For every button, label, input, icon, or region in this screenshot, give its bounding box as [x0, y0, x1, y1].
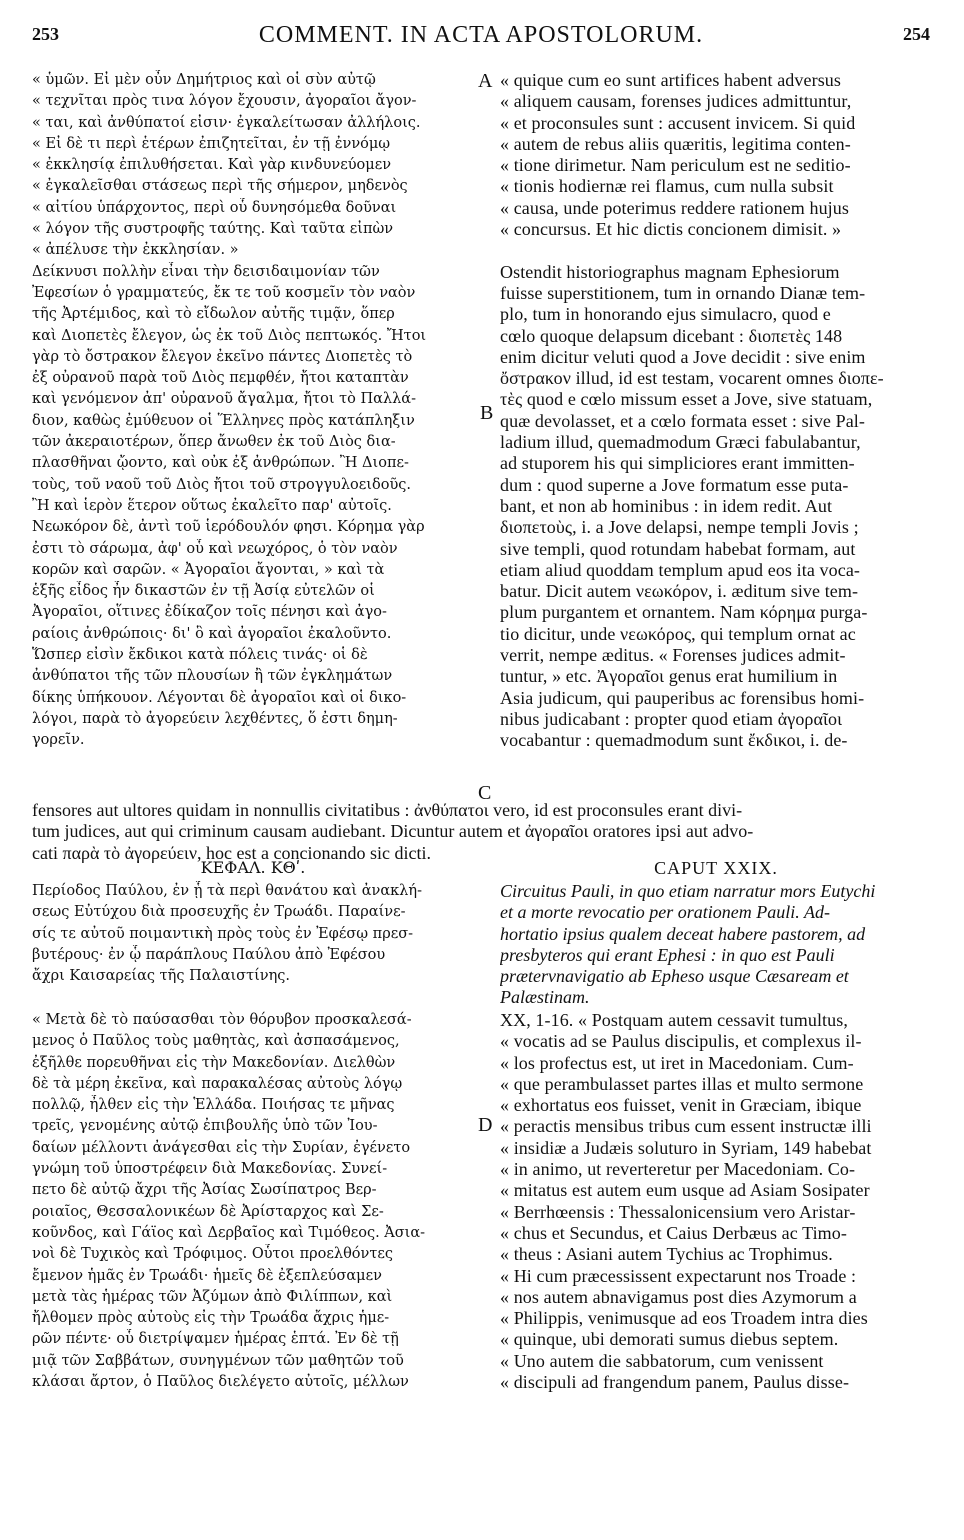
text-line: « aliquem causam, forenses judices admittuntur, — [500, 91, 852, 112]
section-marker-d: D — [478, 1114, 493, 1136]
text-line: τῆς Ἀρτέμιδος, καὶ τὸ εἴδωλον αὐτῆς τιμᾷν, ὅπερ — [32, 306, 395, 323]
text-line: « et proconsules sunt : accusent invicem. Si quid — [500, 112, 856, 133]
text-line: « ἀπέλυσε τὴν ἐκκλησίαν. » — [32, 242, 239, 259]
text-line: Ἀγοραῖοι, οἵτινες ἐδίκαζον τοῖς πένησι καὶ ἀγο- — [32, 604, 387, 621]
summary-line: Circuitus Pauli, in quo etiam narratur mors Eutychi — [500, 881, 876, 901]
text-line: γνώμη τοῦ ὑποστρέφειν διὰ Μακεδονίας. Συνεί- — [32, 1161, 388, 1178]
text-line: dum : quod superne a Jove formatum esse puta- — [500, 474, 849, 495]
text-line: plum purgantem et ornantem. Nam κόρημα purga- — [500, 602, 868, 623]
text-line: « insidiæ a Judæis soluturo in Syriam, 149 habebat — [500, 1137, 872, 1158]
text-line: κοῦνδος, καὶ Γάϊος καὶ Δερβαῖος καὶ Τιμόθεος. Ἀσια- — [32, 1224, 426, 1241]
text-line: tio dicitur, unde νεωκόρος, qui templum ornat ac — [500, 623, 856, 644]
text-line: nibus judicabant : propter quod etiam ἀγοραῖοι — [500, 708, 843, 729]
text-line: « discipuli ad frangendum panem, Paulus disse- — [500, 1372, 850, 1393]
text-line: ad stuporem his qui simpliciores erant immitten- — [500, 453, 855, 474]
text-line: « Philippis, venimusque ad eos Troadem intra dies — [500, 1308, 868, 1329]
summary-line: presbyteros qui erant Ephesi : in quo est Pauli — [500, 944, 835, 965]
text-line: fensores aut ultores quidam in nonnullis civitatibus : ἀνθύπατοι vero, id est proconsules erant divi- — [32, 800, 743, 820]
text-line: « ὑμῶν. Εἰ μὲν οὖν Δημήτριος καὶ οἱ σὺν αὐτῷ — [32, 72, 376, 88]
text-line: « tionis hodiernæ rei flamus, cum nulla subsit — [500, 176, 834, 197]
text-line: « quique cum eo sunt artifices habent adversus — [500, 70, 842, 90]
summary-line: σίς τε αὐτοῦ ποιμαντικὴ πρὸς τοὺς ἐν Ἐφέσῳ πρεσ- — [32, 925, 414, 942]
text-line: verrit, nempe æditus. « Forenses judices admit- — [500, 645, 846, 666]
text-line: « quinque, ubi demorati sumus diebus septem. — [500, 1329, 839, 1350]
text-line: « exhortatus eos fuisset, venit in Græciam, ibique — [500, 1095, 862, 1116]
text-line: διοπετοὺς, i. a Jove delapsi, nempe templi Jovis ; — [500, 517, 859, 538]
text-line: « causa, unde poterimus reddere rationem hujus — [500, 197, 849, 218]
text-line: plo, tum in honorando ejus simulacro, quod e — [500, 304, 831, 325]
text-line: « αἰτίου ὑπάρχοντος, περὶ οὗ δυνησόμεθα δοῦναι — [32, 199, 397, 216]
text-line: « tione dirimetur. Nam periculum est ne seditio- — [500, 155, 851, 176]
text-line: ἐξῆλθε πορευθῆναι εἰς τὴν Μακεδονίαν. Διελθὼν — [32, 1054, 396, 1071]
text-line: δὲ τὰ μέρη ἐκεῖνα, καὶ παρακαλέσας αὐτοὺς λόγῳ — [32, 1075, 403, 1092]
summary-line: Περίοδος Παύλου, ἐν ᾗ τὰ περὶ θανάτου καὶ ἀνακλή- — [32, 883, 422, 899]
text-line: « Berrhœensis : Thessalonicensium vero Aristar- — [500, 1201, 856, 1222]
text-line: batur. Dicit autem νεωκόρον, i. æditum sive tem- — [500, 581, 859, 602]
section-marker-b: B — [480, 402, 494, 424]
text-line: quæ devolasset, et a cœlo formata esset : sive Pal- — [500, 410, 866, 431]
text-line: etiam aliud quoddam templum apud eos ita voca- — [500, 559, 861, 580]
greek-chapter-heading: ΚΕΦΑΛ. ΚΘʹ. — [200, 858, 306, 877]
greek-column-bottom — [32, 1010, 474, 1393]
text-line: πετο δὲ αὐτῷ ἄχρι τῆς Ἀσίας Σωσίπατρος Βερ- — [32, 1182, 377, 1199]
latin-chapter-summary — [500, 881, 932, 1009]
latin-chapter-heading: CAPUT XXIX. — [654, 858, 778, 878]
page-number-right: 254 — [903, 24, 930, 44]
text-line: μιᾷ τῶν Σαββάτων, συνηγμένων τῶν μαθητῶν τοῦ — [32, 1352, 404, 1369]
text-line: ἀνθύπατοι τῆς τῶν πλουσίων ἢ τῶν ἐγκλημάτων — [32, 668, 393, 685]
text-line: πλασθῆναι ᾤοντο, καὶ οὐκ ἐξ ἀνθρώπων. Ἢ Διοπε- — [32, 455, 409, 472]
text-line: ρῶν πέντε· οὗ διετρίψαμεν ἡμέρας ἑπτά. Ἐν δὲ τῇ — [32, 1331, 399, 1348]
text-line: « vocatis ad se Paulus discipulis, et complexus il- — [500, 1031, 862, 1052]
text-line: ἐστι τὸ σάρωμα, ἀφ' οὗ καὶ νεωχόρος, ὁ τὸν ναὸν — [32, 540, 398, 557]
text-line: « ται, καὶ ἀνθύπατοί εἰσιν· ἐγκαλείτωσαν ἀλλήλοις. — [32, 114, 421, 131]
section-marker-a: A — [478, 70, 493, 92]
text-line: « ἐκκλησίᾳ ἐπιλυθήσεται. Καὶ γὰρ κινδυνεύομεν — [32, 157, 392, 174]
text-line: τρεῖς, γενομένης αὐτῷ ἐπιβουλῆς ὑπὸ τῶν Ἰου- — [32, 1118, 378, 1135]
text-line — [500, 240, 932, 261]
latin-column-bottom — [500, 1010, 932, 1393]
text-line: διον, καθὼς ἐμύθευον οἱ Ἕλληνες πρὸς κατάπληξιν — [32, 412, 415, 429]
text-line: vocabantur : quemadmodum sunt ἔκδικοι, i. de- — [500, 730, 848, 751]
text-line: « in animo, ut reverteretur per Macedoniam. Co- — [500, 1159, 856, 1180]
text-line: Ἐφεσίων ὁ γραμματεύς, ἔκ τε τοῦ κοσμεῖν τὸν ναὸν — [32, 284, 416, 301]
full-width-text — [32, 800, 932, 864]
summary-line: et a morte revocatio per orationem Pauli. Ad- — [500, 902, 830, 923]
text-line: δαίων μέλλοντι ἀνάγεσθαι εἰς τὴν Συρίαν, ἐγένετο — [32, 1139, 411, 1156]
text-line: fuisse superstitionem, tum in ornando Dianæ tem- — [500, 282, 866, 303]
latin-column-top — [500, 70, 932, 752]
text-line: Ἢ καὶ ἱερὸν ἕτερον οὕτως ἐκαλεῖτο παρ' αὐτοῖς. — [32, 497, 392, 514]
page-number-left: 253 — [32, 24, 59, 44]
greek-column-top — [32, 70, 474, 752]
summary-line: Palæstinam. — [500, 987, 590, 1008]
text-line: γὰρ τὸ ὄστρακον ἔλεγον ἐκεῖνο πάντες Διοπετὲς τὸ — [32, 348, 413, 365]
text-line: « λόγον τῆς συστροφῆς ταύτης. Καὶ ταῦτα εἰπὼν — [32, 221, 394, 238]
text-line: ἤλθομεν πρὸς αὐτοὺς εἰς τὴν Τρωάδα ἄχρις ἡμε- — [32, 1310, 390, 1327]
text-line: ladium illud, quemadmodum Græci fabulabantur, — [500, 432, 861, 453]
text-line: « chus et Secundus, et Caius Derbæus ac Timo- — [500, 1222, 847, 1243]
text-line: Ostendit historiographus magnam Ephesiorum — [500, 261, 840, 282]
summary-line: βυτέρους· ἐν ᾧ παράπλους Παύλου ἀπὸ Ἐφέσου — [32, 946, 386, 963]
text-line: Νεωκόρον δὲ, ἀντὶ τοῦ ἱερόδουλόν φησι. Κόρημα γὰρ — [32, 519, 425, 536]
text-line: cati παρὰ τὸ ἀγορεύειν, hoc est a concionando sic dicti. — [32, 842, 431, 863]
text-line: enim dicitur veluti quod a Jove decidit : sive enim — [500, 346, 866, 367]
text-line: cœlo quoque delapsum dicebant : διοπετὲς 148 — [500, 325, 843, 346]
greek-chapter-summary — [32, 881, 474, 987]
text-line: ραίοις ἀνθρώποις· δι' ὃ καὶ ἀγοραῖοι ἐκαλοῦντο. — [32, 625, 392, 642]
text-line: ροιαῖος, Θεσσαλονικέων δὲ Ἀρίσταρχος καὶ Σε- — [32, 1203, 384, 1220]
page-header — [32, 6, 930, 46]
text-line: μετὰ τὰς ἡμέρας τῶν Ἀζύμων ἀπὸ Φιλίππων, καὶ — [32, 1288, 393, 1305]
text-line: « Uno autem die sabbatorum, cum venissent — [500, 1350, 824, 1371]
text-line: bant, et non ab hominibus : in idem redit. Aut — [500, 495, 833, 516]
text-line: Ὥσπερ εἰσὶν ἔκδικοι κατὰ πόλεις τινάς· οἱ δὲ — [32, 647, 368, 664]
text-line: λόγοι, παρὰ τὸ ἀγορεύειν λεχθέντες, ὅ ἐστι δημη- — [32, 710, 398, 727]
text-line: τῶν ἀκεραιοτέρων, ὅπερ ἄνωθεν ἐκ τοῦ Διὸς δια- — [32, 434, 396, 451]
summary-line: ἄχρι Καισαρείας τῆς Παλαιστίνης. — [32, 968, 291, 985]
summary-line: prætervnavigatio ab Epheso usque Cæsaream et — [500, 966, 849, 987]
text-line: ἔμενον ἡμᾶς ἐν Τρωάδι· ἡμεῖς δὲ ἐξεπλεύσαμεν — [32, 1267, 382, 1284]
text-line: καὶ Διοπετὲς ἔλεγον, ὡς ἐκ τοῦ Διὸς πεπτωκός. Ἤτοι — [32, 327, 427, 344]
text-line: δίκης ὑπήκουον. Λέγονται δὲ ἀγοραῖοι καὶ οἱ δικο- — [32, 689, 407, 706]
summary-line: σεως Εὐτύχου διὰ προσευχῆς ἐν Τρωάδι. Παραίνε- — [32, 904, 406, 921]
text-line: ἑξῆς εἶδος ἦν δικαστῶν ἐν τῇ Ἀσίᾳ εὐτελῶν οἱ — [32, 583, 375, 600]
section-marker-c: C — [478, 782, 492, 804]
text-line: « Εἰ δὲ τι περὶ ἑτέρων ἐπιζητεῖται, ἐν τῇ ἐννόμῳ — [32, 135, 391, 152]
text-line: « que perambulasset partes illas et multo sermone — [500, 1073, 864, 1094]
text-line: Δείκνυσι πολλὴν εἶναι τὴν δεισιδαιμονίαν τῶν — [32, 263, 380, 280]
text-line: « mitatus est autem eum usque ad Asiam Sosipater — [500, 1180, 870, 1201]
text-line: « los profectus est, ut iret in Macedoniam. Cum- — [500, 1052, 854, 1073]
text-line: κορῶν καὶ σαρῶν. « Ἀγοραῖοι ἄγονται, » καὶ τὰ — [32, 561, 385, 578]
text-line: γορεῖν. — [32, 732, 85, 749]
text-line: τοὺς, τοῦ ναοῦ τοῦ Διὸς ἤτοι τοῦ στρογγυλοειδοῦς. — [32, 476, 411, 493]
text-line: ὄστρακον illud, id est testam, vocarent omnes διοπε- — [500, 368, 884, 389]
text-line: « concursus. Et hic dictis concionem dimisit. » — [500, 219, 842, 240]
text-line: τὲς quod e cœlo missum esset a Jove, sive statuam, — [500, 389, 873, 410]
text-line: XX, 1-16. « Postquam autem cessavit tumultus, — [500, 1010, 848, 1030]
text-line: πολλῷ, ἦλθεν εἰς τὴν Ἑλλάδα. Ποιήσας τε μῆνας — [32, 1097, 395, 1114]
text-line: « τεχνῖται πρὸς τινα λόγον ἔχουσιν, ἀγοραῖοι ἄγον- — [32, 93, 417, 110]
running-title: COMMENT. IN ACTA APOSTOLORUM. — [258, 22, 704, 48]
text-line: νοὶ δὲ Τυχικὸς καὶ Τρόφιμος. Οὗτοι προελθόντες — [32, 1246, 394, 1263]
text-line: Asia judicum, qui pauperibus ac forensibus homi- — [500, 687, 865, 708]
text-line: καὶ γενόμενον ἀπ' οὐρανοῦ ἄγαλμα, ἤτοι τὸ Παλλά- — [32, 391, 416, 408]
text-line: « Hi cum præcessissent expectarunt nos Troade : — [500, 1265, 857, 1286]
text-line: μενος ὁ Παῦλος τοὺς μαθητὰς, καὶ ἀσπασάμενος, — [32, 1033, 400, 1050]
text-line: « autem de rebus aliis quæritis, legitima conten- — [500, 133, 851, 154]
text-line: sive templi, quod rotundam habebat formam, aut — [500, 538, 856, 559]
text-line: ἐξ οὐρανοῦ παρὰ τοῦ Διὸς πεμφθέν, ἤτοι καταπτὰν — [32, 370, 409, 387]
text-line: « theus : Asiani autem Tychius ac Trophimus. — [500, 1244, 833, 1265]
text-line: tuntur, » etc. Ἀγοραῖοι genus erat humilium in — [500, 666, 838, 687]
summary-line: hortatio ipsius qualem deceat habere pastorem, ad — [500, 923, 866, 944]
text-line: « Μετὰ δὲ τὸ παύσασθαι τὸν θόρυβον προσκαλεσά- — [32, 1012, 412, 1028]
text-line: « ἐγκαλεῖσθαι στάσεως περὶ τῆς σήμερον, μηδενὸς — [32, 178, 408, 195]
text-line: « peractis mensibus tribus cum essent instructæ illi — [500, 1116, 872, 1137]
text-line: κλάσαι ἄρτον, ὁ Παῦλος διελέγετο αὐτοῖς, μέλλων — [32, 1374, 409, 1391]
text-line: tum judices, aut qui criminum causam audiebant. Dicuntur autem et ἀγοραῖοι oratores ipsi aut advo- — [32, 821, 754, 842]
text-line: « nos autem abnavigamus post dies Azymorum a — [500, 1286, 857, 1307]
